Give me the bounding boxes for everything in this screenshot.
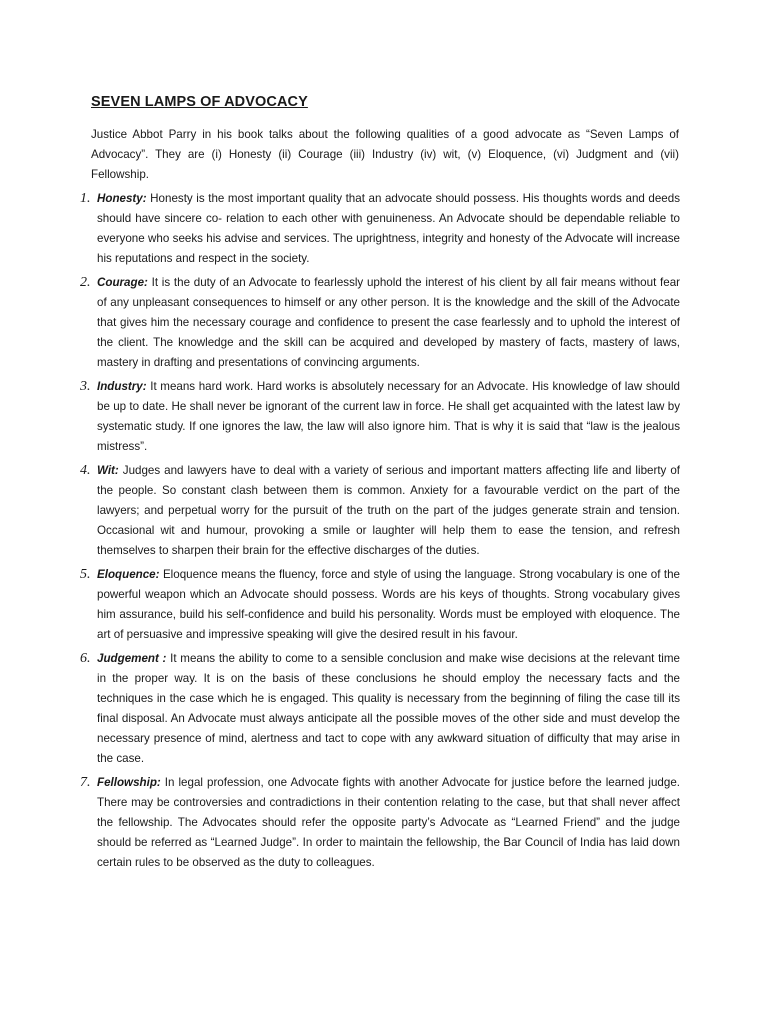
list-item-term: Industry: [97,380,147,393]
list-item-body [97,189,680,269]
list-item-text: It means hard work. Hard works is absolutely necessary for an Advocate. His knowledge of law should be up to date. He shall never be ignorant of the current law in force. He shall get acquainted with the latest law by systematic study. If one ignores the law, the law will also ignore him. That is why it is said that “law is the jealous mistress”. [97,380,680,453]
list-item [80,377,680,457]
list-item-text: Judges and lawyers have to deal with a variety of serious and important matters affecting life and liberty of the people. So constant clash between them is common. Anxiety for a favourable verdict on the part of the lawyers; and perpetual worry for the pursuit of the truth on the part of the judges generate strain and tension. Occasional wit and humour, provoking a smile or laughter will help them to ease the tension, and refresh themselves to sharpen their brain for the effective discharges of the duties. [97,464,680,557]
intro-paragraph: Justice Abbot Parry in his book talks about the following qualities of a good advocate as “Seven Lamps of Advocacy”. They are (i) Honesty (ii) Courage (iii) Industry (iv) wit, (v) Eloquence, (vi) Judgment and (vii) Fellowship. [91,128,679,181]
list-item-body [97,377,680,457]
list-number: 5. [80,567,91,582]
list-number: 2. [80,275,91,290]
list-item-body [97,773,680,873]
list-item [80,773,680,873]
lamps-list [80,189,680,877]
list-item-text: In legal profession, one Advocate fights with another Advocate for justice before the learned judge. There may be controversies and contradictions in their contention relating to the case, but that shall never affect the fellowship. The Advocates should refer the opposite party’s Advocate as “Learned Friend” and the judge should be referred as “Learned Judge”. In order to maintain the fellowship, the Bar Council of India has laid down certain rules to be observed as the duty to colleagues. [97,776,680,869]
list-item [80,273,680,373]
document-title: SEVEN LAMPS OF ADVOCACY [91,94,308,110]
list-number: 7. [80,775,91,790]
list-number: 6. [80,651,91,666]
list-item-term: Judgement : [97,652,167,665]
list-number: 1. [80,191,91,206]
list-number: 4. [80,463,91,478]
list-item-text: It is the duty of an Advocate to fearlessly uphold the interest of his client by all fair means without fear of any unpleasant consequences to himself or any other person. It is the knowledge and the skill of the Advocate that gives him the necessary courage and confidence to present the case fearlessly and to uphold the interest of the client. The knowledge and the skill can be acquired and developed by mastery of facts, mastery of laws, mastery in drafting and presentations of convincing arguments. [97,276,680,369]
list-item-term: Courage: [97,276,148,289]
list-item-term: Honesty: [97,192,147,205]
list-item-body [97,565,680,645]
list-item-term: Eloquence: [97,568,160,581]
list-item-text: It means the ability to come to a sensible conclusion and make wise decisions at the relevant time in the proper way. It is on the basis of these conclusions he should employ the necessary facts and the techniques in the case which he is engaged. This quality is necessary from the beginning of filing the case till its final disposal. An Advocate must always anticipate all the possible moves of the other side and must develop the necessary presence of mind, alertness and tact to cope with any awkward situation of difficulty that may arise in the case. [97,652,680,765]
list-item-body [97,461,680,561]
list-item-text: Eloquence means the fluency, force and style of using the language. Strong vocabulary is one of the powerful weapon which an Advocate should possess. Words are his keys of thoughts. Strong vocabulary gives him assurance, build his self-confidence and build his personality. Words must be employed with eloquence. The art of persuasive and impressive speaking will give the desired result in his favour. [97,568,680,641]
list-item-text: Honesty is the most important quality that an advocate should possess. His thoughts words and deeds should have sincere co- relation to each other with genuineness. An Advocate should be dependable reliable to everyone who seeks his advise and services. The uprightness, integrity and honesty of the Advocate will increase his reputations and respect in the society. [97,192,680,265]
list-number: 3. [80,379,91,394]
list-item [80,565,680,645]
list-item [80,649,680,769]
list-item [80,189,680,269]
list-item-body [97,273,680,373]
list-item-body [97,649,680,769]
list-item [80,461,680,561]
list-item-term: Fellowship: [97,776,161,789]
list-item-term: Wit: [97,464,119,477]
